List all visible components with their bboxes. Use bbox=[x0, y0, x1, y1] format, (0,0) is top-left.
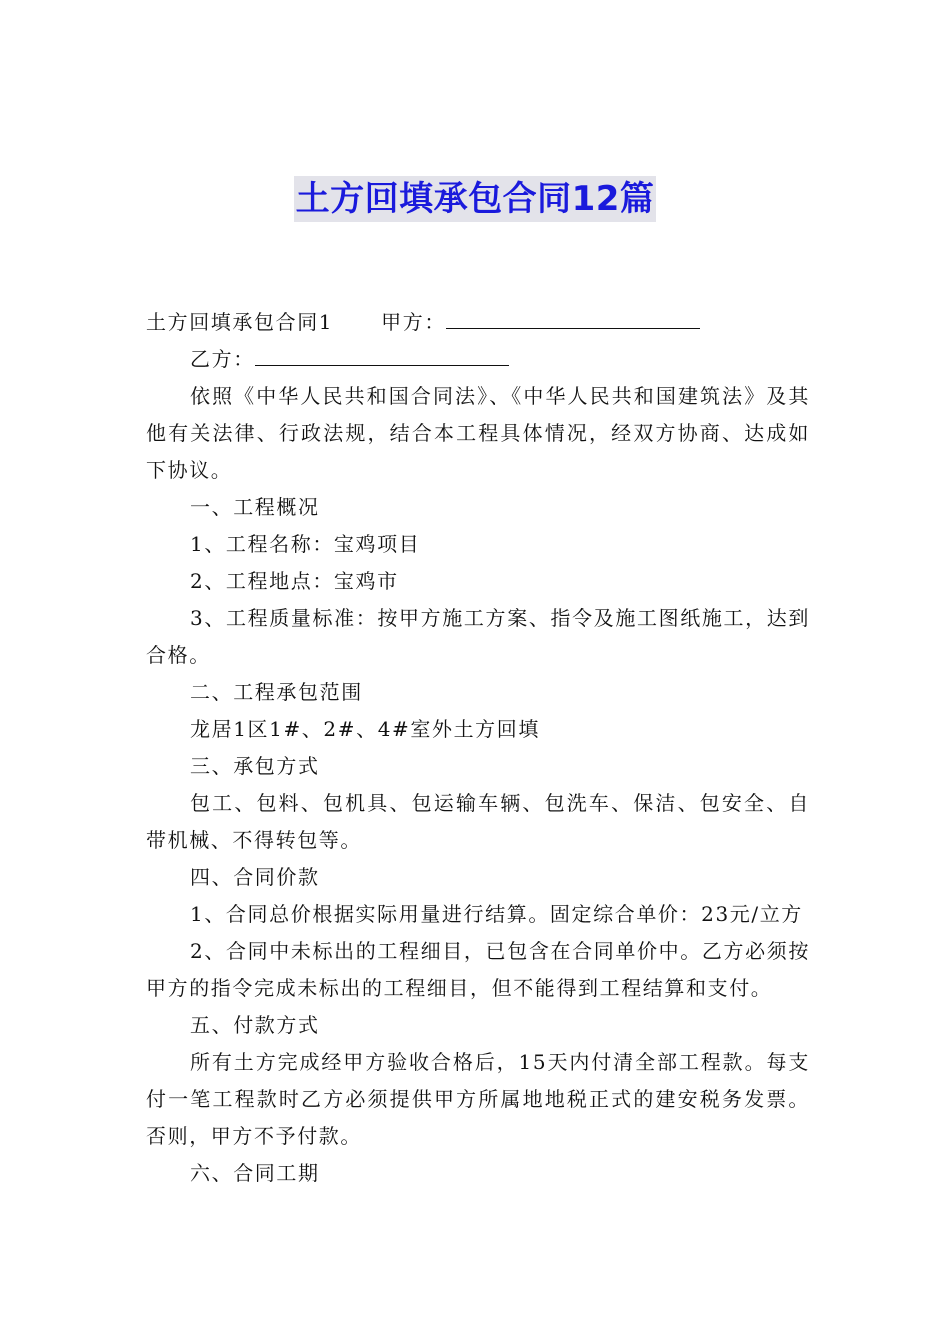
paragraph-payment: 所有土方完成经甲方验收合格后，15天内付清全部工程款。每支付一笔工程款时乙方必须提供甲方所属地地税正式的建安税务发票。否则，甲方不予付款。 bbox=[146, 1050, 810, 1148]
list-item-project-name: 1、工程名称：宝鸡项目 bbox=[190, 532, 421, 556]
list-item-quality-standard: 3、工程质量标准：按甲方施工方案、指令及施工图纸施工，达到合格。 bbox=[146, 606, 810, 667]
list-item-total-price: 1、合同总价根据实际用量进行结算。固定综合单价：23元/立方 bbox=[190, 902, 803, 926]
party-b-blank-line bbox=[255, 343, 509, 366]
document-body bbox=[146, 304, 810, 1192]
paragraph-method: 包工、包料、包机具、包运输车辆、包洗车、保洁、包安全、自带机械、不得转包等。 bbox=[146, 791, 810, 852]
section-heading-method: 三、承包方式 bbox=[190, 754, 320, 778]
party-a-blank-line bbox=[446, 306, 700, 329]
contract-heading: 土方回填承包合同1 bbox=[146, 310, 334, 334]
list-item-project-location: 2、工程地点：宝鸡市 bbox=[190, 569, 399, 593]
party-b-line bbox=[146, 341, 810, 378]
party-a-label: 甲方： bbox=[381, 310, 446, 334]
section-heading-duration: 六、合同工期 bbox=[190, 1161, 320, 1185]
section-heading-scope: 二、工程承包范围 bbox=[190, 680, 363, 704]
list-item-unlisted-items: 2、合同中未标出的工程细目，已包含在合同单价中。乙方必须按甲方的指令完成未标出的工程细目，但不能得到工程结算和支付。 bbox=[146, 939, 810, 1000]
section-heading-overview: 一、工程概况 bbox=[190, 495, 320, 519]
document-title-block bbox=[0, 176, 950, 222]
paragraph-scope: 龙居1区1#、2#、4#室外土方回填 bbox=[190, 717, 540, 741]
document-title: 土方回填承包合同12篇 bbox=[294, 176, 657, 222]
section-heading-price: 四、合同价款 bbox=[190, 865, 320, 889]
paragraph-intro: 依照《中华人民共和国合同法》、《中华人民共和国建筑法》及其他有关法律、行政法规，结合本工程具体情况，经双方协商、达成如下协议。 bbox=[146, 384, 810, 482]
contract-heading-line bbox=[146, 304, 810, 341]
party-b-label: 乙方： bbox=[190, 347, 255, 371]
section-heading-payment: 五、付款方式 bbox=[190, 1013, 320, 1037]
